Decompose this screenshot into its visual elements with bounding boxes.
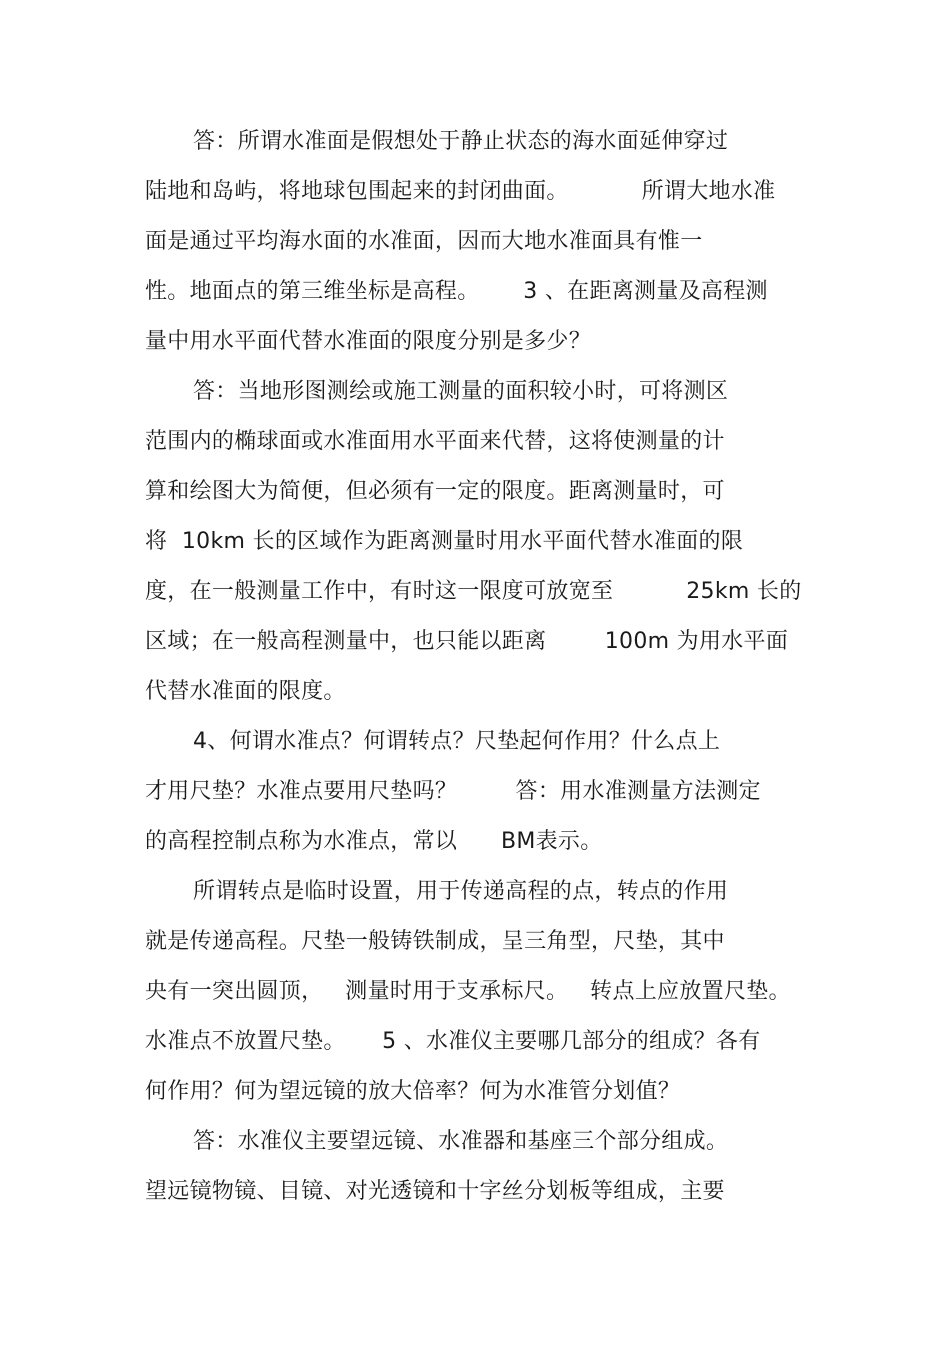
- text-line-13: 4、何谓水准点？何谓转点？尺垫起何作用？什么点上: [193, 729, 721, 754]
- text-line-4: 性。地面点的第三维坐标是高程。 3 、在距离测量及高程测: [145, 279, 768, 304]
- text-line-8: 算和绘图大为简便，但必须有一定的限度。距离测量时，可: [145, 479, 725, 504]
- text-line-20: 何作用？何为望远镜的放大倍率？何为水准管分划值？: [145, 1079, 681, 1104]
- text-line-16: 所谓转点是临时设置，用于传递高程的点，转点的作用: [193, 879, 729, 904]
- text-line-17: 就是传递高程。尺垫一般铸铁制成，呈三角型，尺垫，其中: [145, 929, 725, 954]
- text-line-21: 答：水准仪主要望远镜、水准器和基座三个部分组成。: [193, 1129, 729, 1154]
- text-line-9: 将 10km 长的区域作为距离测量时用水平面代替水准面的限: [145, 529, 744, 554]
- text-line-10: 度，在一般测量工作中，有时这一限度可放宽至 25km 长的: [145, 579, 802, 604]
- text-line-7: 范围内的椭球面或水准面用水平面来代替，这将使测量的计: [145, 429, 725, 454]
- text-line-15: 的高程控制点称为水准点，常以 BM表示。: [145, 829, 603, 854]
- text-line-5: 量中用水平面代替水准面的限度分别是多少？: [145, 329, 592, 354]
- text-line-6: 答：当地形图测绘或施工测量的面积较小时，可将测区: [193, 379, 729, 404]
- text-line-19: 水准点不放置尺垫。 5 、水准仪主要哪几部分的组成？各有: [145, 1029, 761, 1054]
- text-line-11: 区域；在一般高程测量中，也只能以距离 100m 为用水平面: [145, 629, 789, 654]
- text-line-18: 央有一突出圆顶， 测量时用于支承标尺。 转点上应放置尺垫。: [145, 979, 791, 1004]
- text-line-3: 面是通过平均海水面的水准面，因而大地水准面具有惟一: [145, 229, 703, 254]
- text-line-1: 答：所谓水准面是假想处于静止状态的海水面延伸穿过: [193, 129, 729, 154]
- text-line-22: 望远镜物镜、目镜、对光透镜和十字丝分划板等组成，主要: [145, 1179, 725, 1204]
- text-line-12: 代替水准面的限度。: [145, 679, 346, 704]
- text-line-2: 陆地和岛屿，将地球包围起来的封闭曲面。 所谓大地水准: [145, 179, 776, 204]
- text-line-14: 才用尺垫？水准点要用尺垫吗？ 答：用水准测量方法测定: [145, 779, 761, 804]
